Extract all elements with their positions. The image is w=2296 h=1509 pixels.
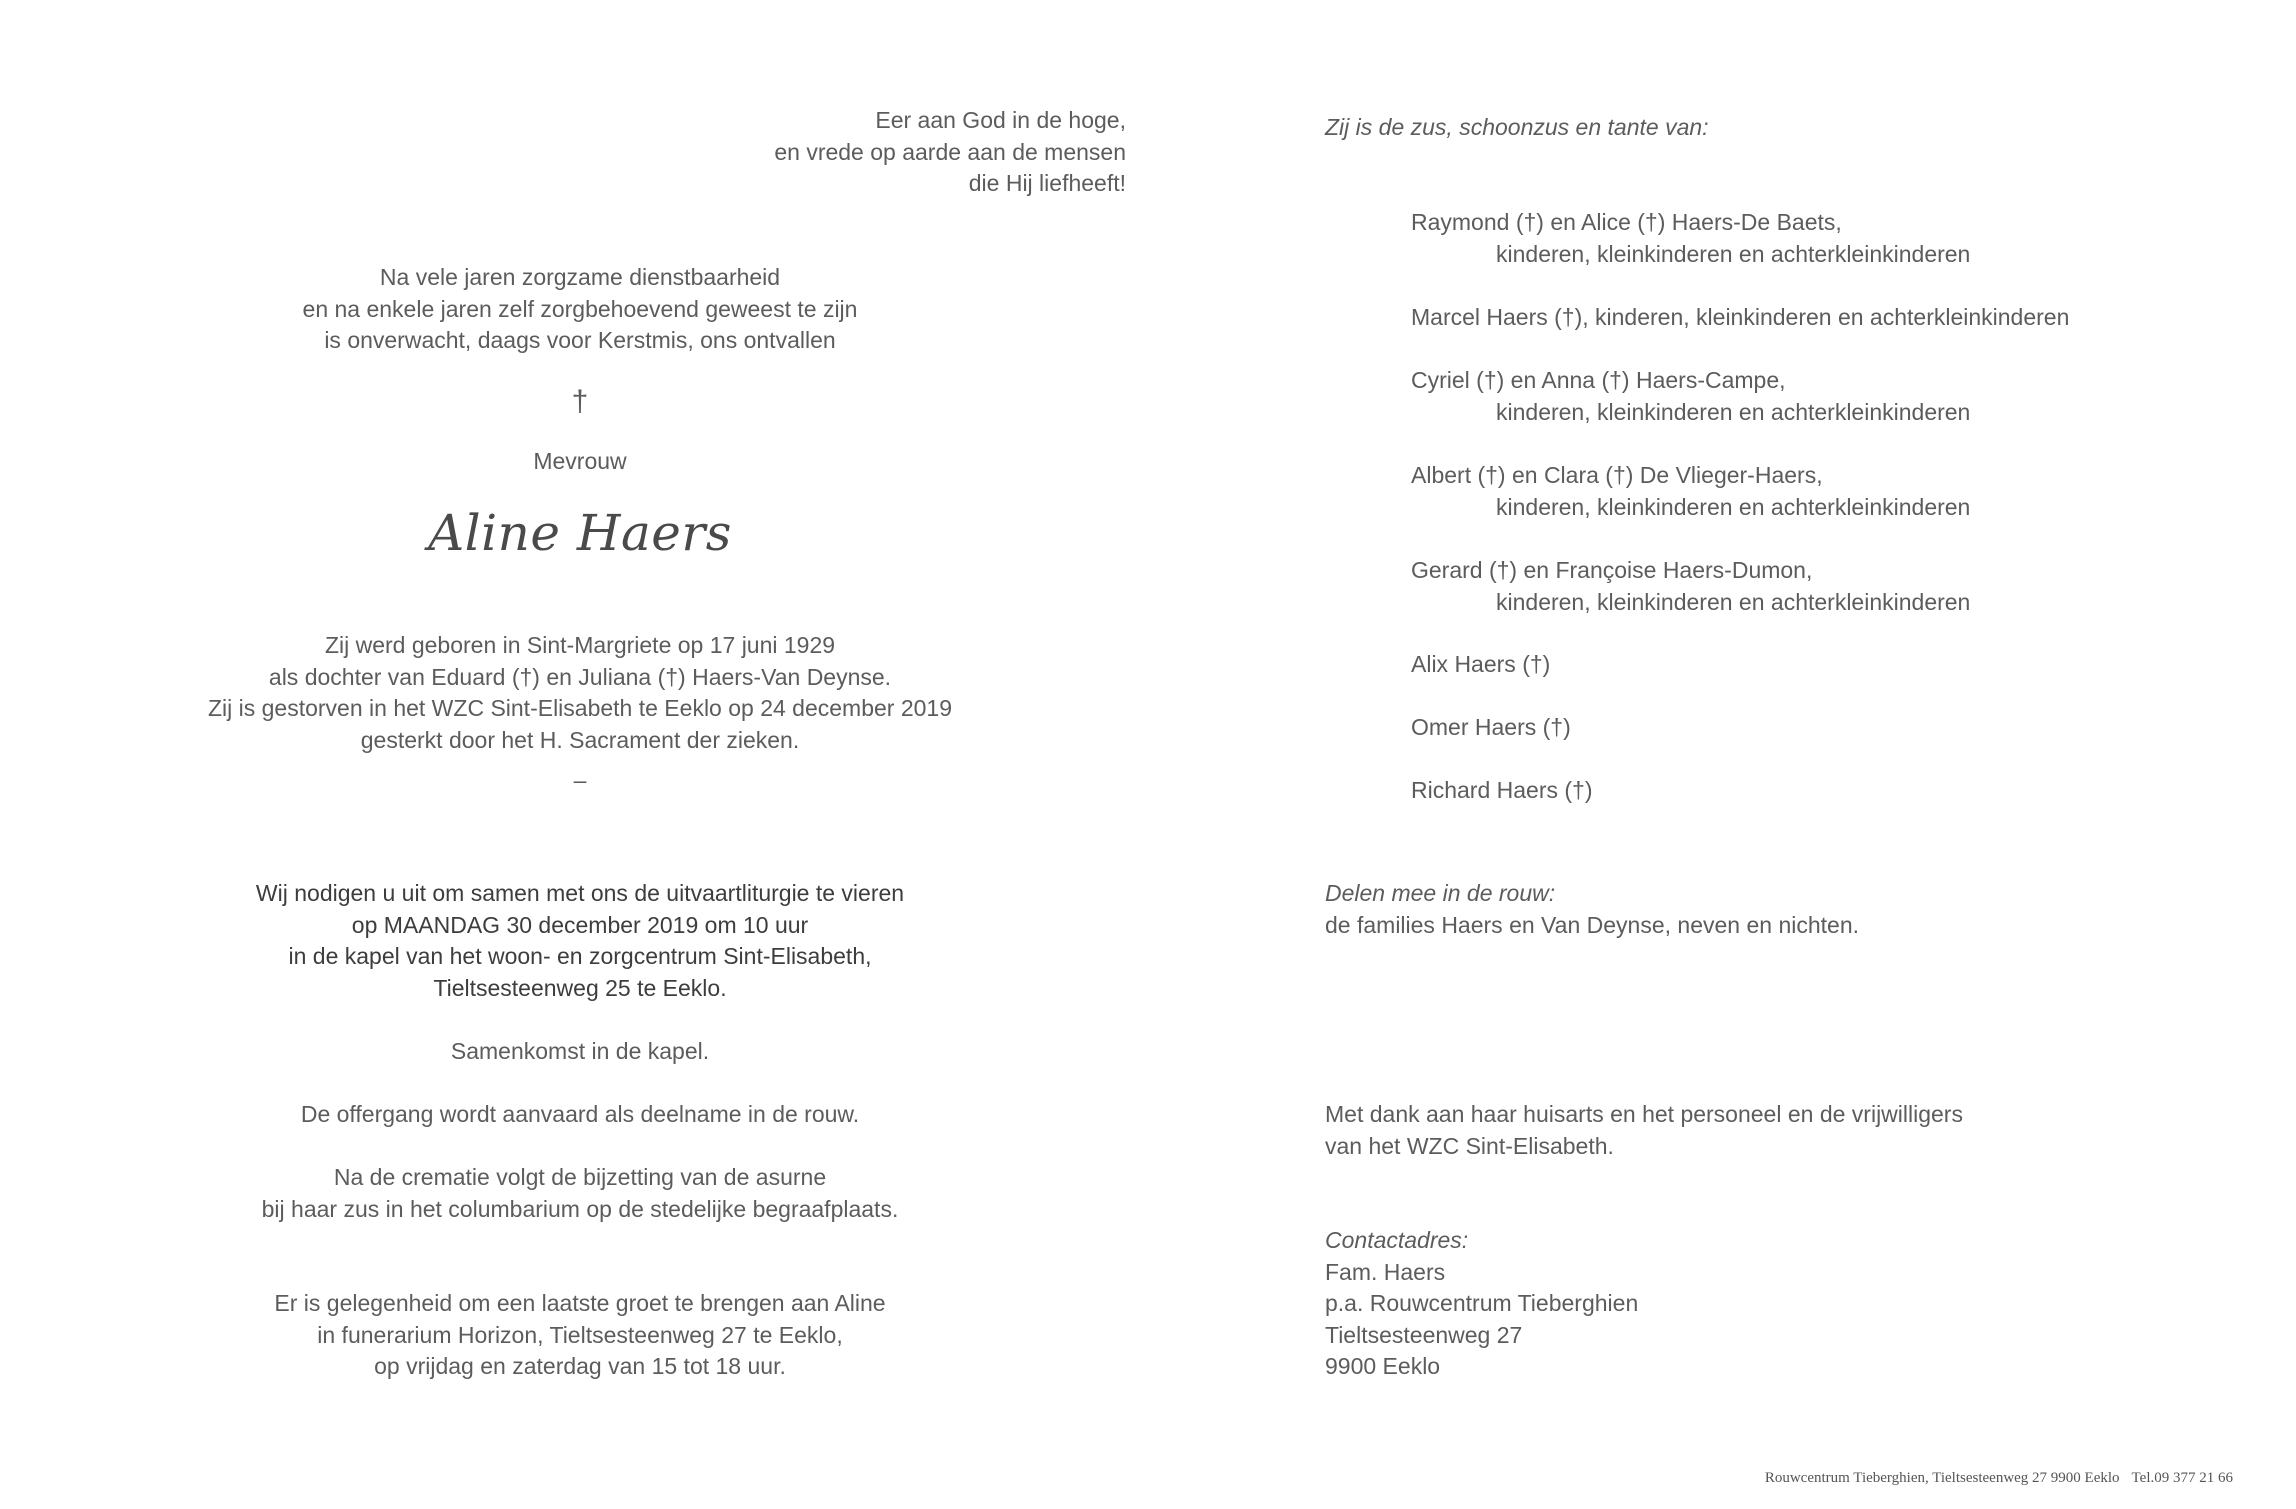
bio-line: Zij is gestorven in het WZC Sint-Elisabeth te Eeklo op 24 december 2019: [207, 695, 953, 721]
footer-imprint: [1765, 1468, 2233, 1488]
contact-line: 9900 Eeklo: [1325, 1353, 1441, 1379]
thanks-section: [1325, 1099, 1963, 1162]
funeral-invitation: [150, 878, 1010, 1004]
invitation-line: Wij nodigen u uit om samen met ons de uitvaartliturgie te vieren: [255, 880, 905, 906]
mourners-text: de families Haers en Van Deynse, neven en nichten.: [1325, 911, 1859, 938]
intro-line: Na vele jaren zorgzame dienstbaarheid: [379, 264, 781, 290]
contact-line: p.a. Rouwcentrum Tieberghien: [1325, 1290, 1639, 1316]
deceased-name: Aline Haers: [428, 504, 732, 562]
bio-line: als dochter van Eduard (†) en Juliana (†) Haers-Van Deynse.: [268, 663, 892, 690]
bio-line: Zij werd geboren in Sint-Margriete op 17 juni 1929: [324, 632, 836, 658]
relative-entry: [1411, 460, 1970, 523]
relative-sub: kinderen, kleinkinderen en achterkleinkinderen: [1496, 493, 1971, 520]
relative-entry: [1411, 775, 1593, 807]
contact-line: Tieltsesteenweg 27: [1325, 1321, 1523, 1348]
relative-line: Alix Haers (†): [1411, 651, 1551, 677]
invitation-line: in de kapel van het woon- en zorgcentrum Sint-Elisabeth,: [288, 943, 872, 969]
thanks-line: van het WZC Sint-Elisabeth.: [1325, 1132, 1614, 1159]
footer-phone: Tel.09 377 21 66: [2131, 1470, 2233, 1486]
relative-line: Albert (†) en Clara (†) De Vlieger-Haers,: [1411, 462, 1823, 488]
relative-entry: [1411, 712, 1571, 744]
cremation-line: bij haar zus in het columbarium op de stedelijke begraafplaats.: [261, 1195, 899, 1222]
contact-line: Fam. Haers: [1325, 1258, 1446, 1285]
separator-dash: –: [573, 767, 587, 793]
verse-line: en vrede op aarde aan de mensen: [774, 138, 1126, 165]
relative-line: Marcel Haers (†), kinderen, kleinkinderen en achterkleinkinderen: [1411, 304, 2070, 330]
relative-sub: kinderen, kleinkinderen en achterkleinkinderen: [1496, 398, 1971, 425]
relative-sub: kinderen, kleinkinderen en achterkleinkinderen: [1496, 240, 1971, 267]
farewell-line: in funerarium Horizon, Tieltsesteenweg 27 te Eeklo,: [317, 1321, 843, 1348]
farewell-note: [150, 1288, 1010, 1383]
invitation-line: Tieltsesteenweg 25 te Eeklo.: [433, 974, 727, 1001]
relative-entry: [1411, 365, 1970, 428]
mourners-section: [1325, 878, 1859, 941]
offering-note: De offergang wordt aanvaard als deelname in de rouw.: [300, 1101, 860, 1127]
cremation-note: [150, 1162, 1010, 1225]
relative-line: Cyriel (†) en Anna (†) Haers-Campe,: [1411, 367, 1786, 393]
farewell-line: Er is gelegenheid om een laatste groet te brengen aan Aline: [274, 1290, 886, 1316]
relative-entry: [1411, 207, 1970, 270]
contact-section: [1325, 1225, 1638, 1383]
farewell-line: op vrijdag en zaterdag van 15 tot 18 uur.: [374, 1353, 786, 1379]
invitation-line: op MAANDAG 30 december 2019 om 10 uur: [351, 911, 809, 938]
relative-line: Omer Haers (†): [1411, 714, 1571, 740]
relative-sub: kinderen, kleinkinderen en achterkleinkinderen: [1496, 588, 1971, 615]
relative-entry: [1411, 555, 1970, 618]
relative-entry: [1411, 649, 1550, 681]
mourners-heading: Delen mee in de rouw:: [1325, 880, 1556, 906]
relatives-heading: Zij is de zus, schoonzus en tante van:: [1325, 114, 1709, 140]
cremation-line: Na de crematie volgt de bijzetting van de asurne: [333, 1164, 827, 1190]
biography: [150, 630, 1010, 756]
relative-line: Raymond (†) en Alice (†) Haers-De Baets,: [1411, 209, 1842, 235]
verse-line: die Hij liefheeft!: [968, 170, 1126, 196]
footer-address: Rouwcentrum Tieberghien, Tieltsesteenweg 27 9900 Eeklo: [1764, 1470, 2120, 1486]
verse-line: Eer aan God in de hoge,: [875, 107, 1126, 133]
contact-heading: Contactadres:: [1325, 1227, 1469, 1253]
cross-icon: †: [571, 385, 589, 418]
relative-line: Gerard (†) en Françoise Haers-Dumon,: [1411, 557, 1813, 583]
intro-line: en na enkele jaren zelf zorgbehoevend geweest te zijn: [302, 295, 858, 322]
thanks-line: Met dank aan haar huisarts en het personeel en de vrijwilligers: [1325, 1101, 1963, 1127]
bio-line: gesterkt door het H. Sacrament der zieken.: [360, 726, 800, 753]
gathering-note: Samenkomst in de kapel.: [450, 1038, 710, 1064]
intro-line: is onverwacht, daags voor Kerstmis, ons ontvallen: [324, 327, 836, 353]
relative-line: Richard Haers (†): [1411, 777, 1593, 803]
intro-text: [200, 262, 960, 357]
relative-entry: [1411, 302, 2069, 334]
opening-verse: [774, 105, 1126, 200]
honorific-title: Mevrouw: [533, 448, 627, 474]
